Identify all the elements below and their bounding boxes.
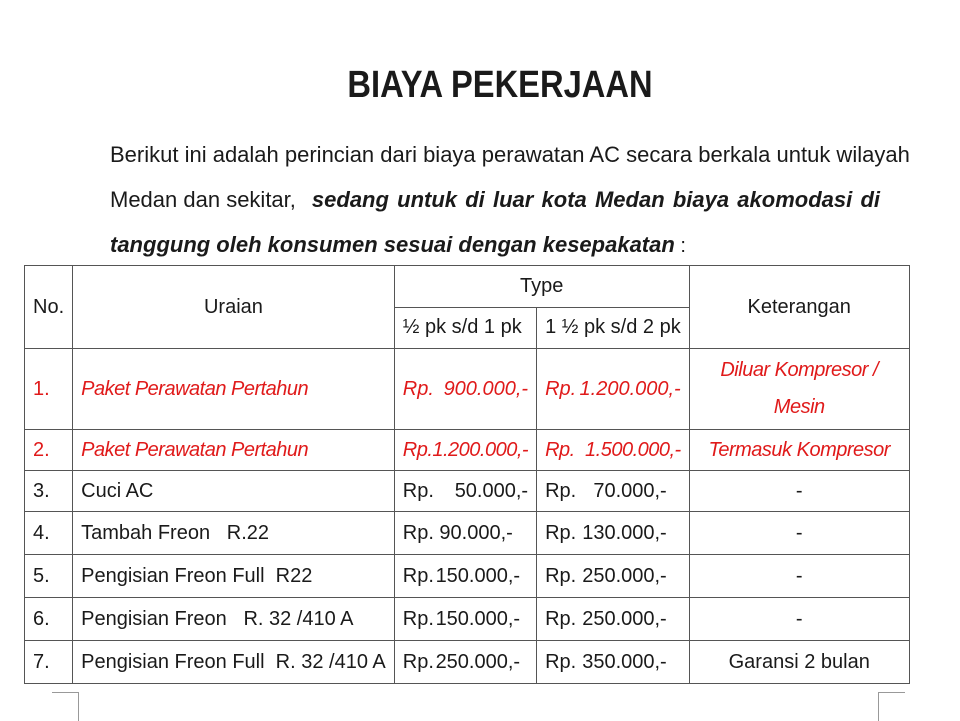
table-row bbox=[25, 512, 910, 555]
page-corner-mark-right bbox=[878, 692, 905, 721]
row-price-2 bbox=[537, 641, 690, 684]
row-no: 4. bbox=[25, 512, 73, 555]
row-keterangan: - bbox=[689, 598, 909, 641]
header-no: No. bbox=[25, 266, 73, 349]
table-row bbox=[25, 641, 910, 684]
table-row bbox=[25, 430, 910, 471]
row-price-2-value: 250.000,- bbox=[582, 564, 667, 587]
row-price-2 bbox=[537, 349, 690, 430]
intro-line-1: Berikut ini adalah perincian dari biaya perawatan AC secara berkala untuk wilayah bbox=[110, 142, 910, 167]
intro-line-3-tail: : bbox=[674, 235, 686, 257]
row-price-2 bbox=[537, 598, 690, 641]
row-price-2-value: 70.000,- bbox=[593, 479, 667, 502]
row-price-1 bbox=[394, 598, 536, 641]
row-price-2-currency: Rp. bbox=[545, 521, 577, 544]
row-keterangan: - bbox=[689, 512, 909, 555]
row-no: 3. bbox=[25, 471, 73, 512]
intro-line-2-plain: Medan dan sekitar, bbox=[110, 187, 296, 212]
row-no: 7. bbox=[25, 641, 73, 684]
row-uraian: Paket Perawatan Pertahun bbox=[73, 349, 395, 430]
row-uraian: Pengisian Freon R. 32 /410 A bbox=[73, 598, 395, 641]
row-price-2 bbox=[537, 430, 690, 471]
intro-line-3 bbox=[110, 222, 880, 269]
row-no: 5. bbox=[25, 555, 73, 598]
row-price-1 bbox=[394, 641, 536, 684]
row-price-2 bbox=[537, 512, 690, 555]
price-table bbox=[24, 265, 910, 684]
row-price-1 bbox=[394, 430, 536, 471]
row-price-1-value: 150.000,- bbox=[435, 564, 521, 587]
row-keterangan bbox=[689, 349, 909, 430]
row-price-1-currency: Rp. bbox=[402, 377, 434, 400]
row-price-2-currency: Rp. bbox=[545, 438, 575, 461]
table-row bbox=[25, 349, 910, 430]
header-keterangan: Keterangan bbox=[689, 266, 909, 349]
header-type: Type bbox=[394, 266, 689, 308]
row-keterangan: - bbox=[689, 471, 909, 512]
row-keterangan-line-1: Diluar Kompresor / bbox=[720, 359, 879, 381]
row-price-1 bbox=[394, 555, 536, 598]
row-price-2-value: 250.000,- bbox=[582, 607, 667, 630]
row-no: 6. bbox=[25, 598, 73, 641]
row-price-1-value: 150.000,- bbox=[435, 607, 521, 630]
row-price-1-currency: Rp. bbox=[402, 564, 434, 587]
row-price-1 bbox=[394, 349, 536, 430]
header-uraian: Uraian bbox=[73, 266, 395, 349]
header-row-1 bbox=[25, 266, 910, 308]
row-price-2-currency: Rp. bbox=[545, 377, 577, 400]
row-keterangan: Termasuk Kompresor bbox=[689, 430, 909, 471]
row-price-1-currency: Rp. bbox=[402, 650, 434, 673]
row-no: 1. bbox=[25, 349, 73, 430]
table-row bbox=[25, 555, 910, 598]
row-price-2-currency: Rp. bbox=[545, 607, 577, 630]
intro-paragraph bbox=[110, 132, 910, 269]
row-price-2 bbox=[537, 471, 690, 512]
page-corner-mark-left bbox=[52, 692, 79, 721]
row-price-1-value: 50.000,- bbox=[454, 479, 529, 502]
row-keterangan: Garansi 2 bulan bbox=[689, 641, 909, 684]
row-uraian: Paket Perawatan Pertahun bbox=[73, 430, 395, 471]
row-price-2-value: 1.200.000,- bbox=[579, 377, 681, 400]
row-price-2-currency: Rp. bbox=[545, 479, 577, 502]
row-price-1: Rp. 90.000,- bbox=[394, 512, 536, 555]
intro-line-3-italic: tanggung oleh konsumen sesuai dengan kesepakatan bbox=[110, 232, 675, 257]
table-row bbox=[25, 598, 910, 641]
row-price-2-value: 1.500.000,- bbox=[585, 438, 681, 461]
row-price-1-value: 1.200.000,- bbox=[432, 438, 529, 461]
row-price-1-currency: Rp. bbox=[402, 607, 434, 630]
header-type-1: ½ pk s/d 1 pk bbox=[394, 307, 536, 349]
row-keterangan: - bbox=[689, 555, 909, 598]
row-price-2-value: 130.000,- bbox=[582, 521, 667, 544]
page-title: BIAYA PEKERJAAN bbox=[347, 64, 653, 106]
table-row bbox=[25, 471, 910, 512]
row-uraian: Tambah Freon R.22 bbox=[73, 512, 395, 555]
row-uraian: Cuci AC bbox=[73, 471, 395, 512]
row-price-1 bbox=[394, 471, 536, 512]
row-price-2-currency: Rp. bbox=[545, 650, 577, 673]
row-uraian: Pengisian Freon Full R. 32 /410 A bbox=[73, 641, 395, 684]
row-no: 2. bbox=[25, 430, 73, 471]
row-price-1-value: 900.000,- bbox=[443, 377, 529, 400]
intro-line-2 bbox=[110, 177, 880, 222]
row-price-2-value: 350.000,- bbox=[582, 650, 667, 673]
row-keterangan-line-2: Mesin bbox=[773, 396, 825, 418]
row-price-1-currency: Rp. bbox=[402, 479, 434, 502]
header-type-2: 1 ½ pk s/d 2 pk bbox=[537, 307, 690, 349]
row-price-2 bbox=[537, 555, 690, 598]
intro-line-2-italic: sedang untuk di luar kota Medan biaya akomodasi di bbox=[311, 187, 880, 212]
row-price-1-value: 250.000,- bbox=[435, 650, 521, 673]
row-price-1-currency: Rp. bbox=[402, 438, 433, 461]
row-price-2-currency: Rp. bbox=[545, 564, 577, 587]
row-uraian: Pengisian Freon Full R22 bbox=[73, 555, 395, 598]
